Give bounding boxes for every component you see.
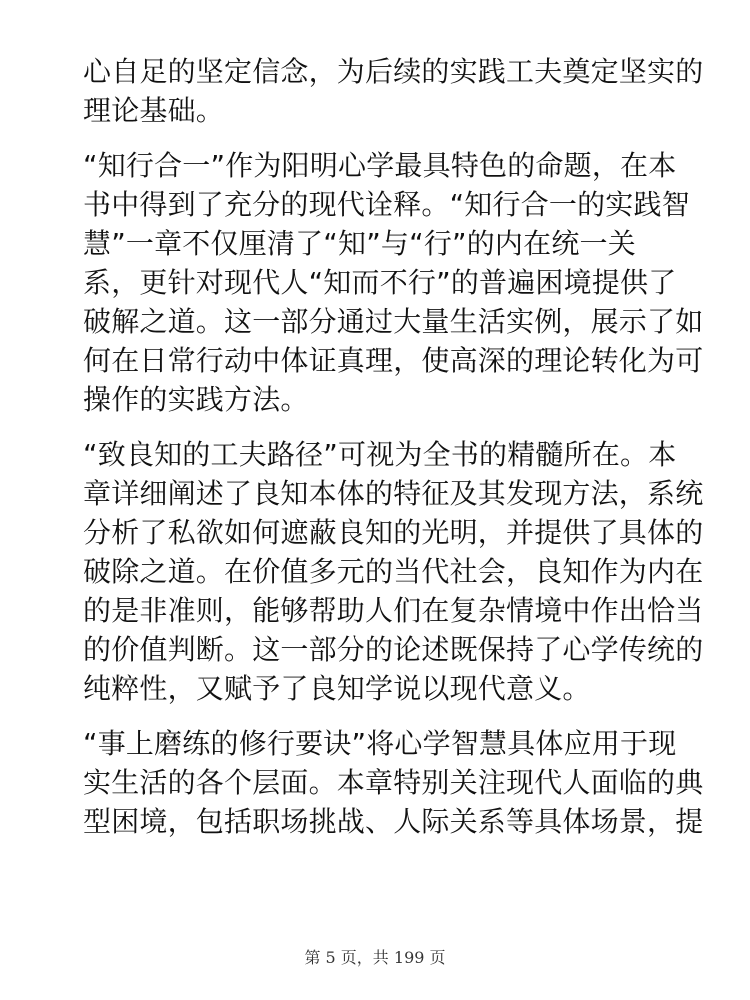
- text-line: 破除之道。在价值多元的当代社会，良知作为内在: [83, 555, 704, 588]
- text-line: 章详细阐述了良知本体的特征及其发现方法，系统: [83, 477, 704, 510]
- text-line: 分析了私欲如何遮蔽良知的光明，并提供了具体的: [83, 516, 704, 549]
- text-line: 何在日常行动中体证真理，使高深的理论转化为可: [83, 344, 704, 377]
- text-line: “事上磨练的修行要诀”将心学智慧具体应用于现: [83, 727, 677, 760]
- text-line: “知行合一”作为阳明心学最具特色的命题，在本: [83, 149, 677, 182]
- text-line: 操作的实践方法。: [83, 383, 309, 416]
- text-line: “致良知的工夫路径”可视为全书的精髓所在。本: [83, 438, 677, 471]
- text-line: 书中得到了充分的现代诠释。“知行合一的实践智: [83, 188, 690, 221]
- text-line: 系，更针对现代人“知而不行”的普遍困境提供了: [83, 266, 677, 299]
- text-line: 理论基础。: [83, 94, 225, 127]
- text-line: 实生活的各个层面。本章特别关注现代人面临的典: [83, 766, 704, 799]
- text-line: 心自足的坚定信念，为后续的实践工夫奠定坚实的: [83, 55, 704, 88]
- text-line: 的价值判断。这一部分的论述既保持了心学传统的: [83, 633, 704, 666]
- text-line: 型困境，包括职场挑战、人际关系等具体场景，提: [83, 805, 704, 838]
- text-line: 的是非准则，能够帮助人们在复杂情境中作出恰当: [83, 594, 704, 627]
- text-line: 破解之道。这一部分通过大量生活实例，展示了如: [83, 305, 704, 338]
- text-line: 慧”一章不仅厘清了“知”与“行”的内在统一关: [83, 227, 636, 260]
- page-number-footer: 第 5 页，共 199 页: [304, 948, 446, 967]
- text-line: 纯粹性，又赋予了良知学说以现代意义。: [83, 672, 591, 705]
